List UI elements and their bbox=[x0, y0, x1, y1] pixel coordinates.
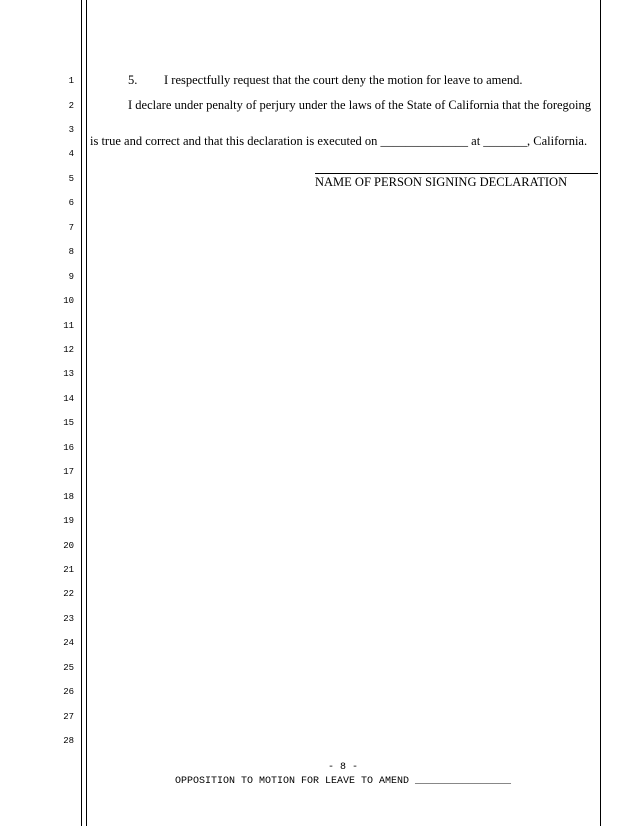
line-number: 25 bbox=[63, 662, 74, 673]
line-number: 28 bbox=[63, 736, 74, 747]
right-margin-rule bbox=[600, 0, 601, 826]
signature-label: NAME OF PERSON SIGNING DECLARATION bbox=[315, 175, 568, 189]
footer-page-number: - 8 - bbox=[327, 762, 358, 773]
line-number: 24 bbox=[63, 638, 74, 649]
left-margin-rule-inner bbox=[86, 0, 87, 826]
line-number: 14 bbox=[63, 393, 74, 404]
footer-document-title: OPPOSITION TO MOTION FOR LEAVE TO AMEND ________________ bbox=[174, 776, 512, 787]
line-number: 12 bbox=[63, 344, 74, 355]
line-number: 4 bbox=[68, 149, 74, 160]
line-number: 1 bbox=[68, 76, 74, 86]
line-number: 17 bbox=[63, 467, 74, 478]
line-number: 8 bbox=[68, 247, 74, 258]
line-number: 3 bbox=[68, 124, 74, 135]
line-number: 15 bbox=[63, 418, 74, 429]
line-number: 7 bbox=[68, 222, 74, 233]
line-number: 11 bbox=[63, 320, 74, 331]
line-number: 22 bbox=[63, 589, 74, 600]
line-number: 13 bbox=[63, 369, 74, 380]
paragraph-5-text: I respectfully request that the court deny the motion for leave to amend. bbox=[164, 73, 523, 87]
pleading-line-numbers bbox=[0, 0, 78, 826]
line-number: 27 bbox=[63, 711, 74, 722]
line-number: 9 bbox=[68, 271, 74, 282]
paragraph-5-number: 5. bbox=[128, 73, 138, 87]
declaration-line-2: is true and correct and that this declaration is executed on ______________ at _______, California. bbox=[90, 134, 588, 148]
line-number: 23 bbox=[63, 613, 74, 624]
line-number: 20 bbox=[63, 540, 74, 551]
line-number: 19 bbox=[63, 516, 74, 527]
line-number: 16 bbox=[63, 442, 74, 453]
line-number: 26 bbox=[63, 687, 74, 698]
line-number: 2 bbox=[68, 100, 74, 111]
signature-line bbox=[315, 173, 598, 174]
line-number: 21 bbox=[63, 565, 74, 575]
line-number: 10 bbox=[63, 296, 74, 306]
line-number: 5 bbox=[68, 173, 74, 184]
left-margin-rule-outer bbox=[81, 0, 82, 826]
line-number: 18 bbox=[63, 491, 74, 502]
line-number: 6 bbox=[68, 198, 74, 209]
declaration-line-1: I declare under penalty of perjury under the laws of the State of California that the foregoing bbox=[128, 98, 592, 112]
